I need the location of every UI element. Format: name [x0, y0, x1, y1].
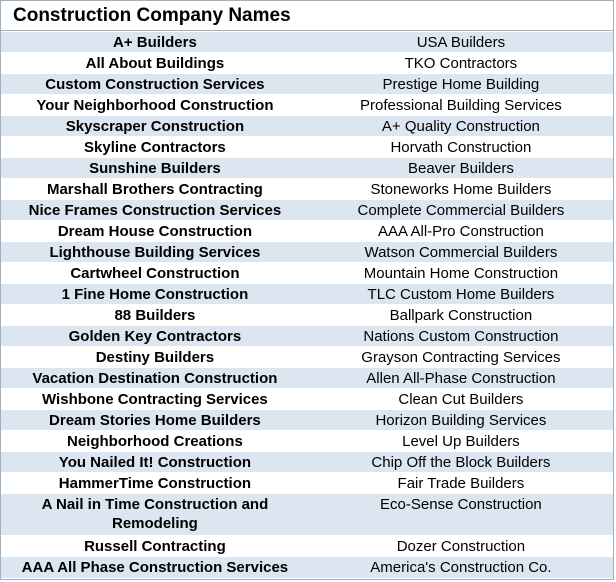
- company-name-cell[interactable]: Wishbone Contracting Services: [1, 389, 309, 410]
- company-name-cell[interactable]: Marshall Brothers Contracting: [1, 179, 309, 200]
- company-name-cell[interactable]: TLC Custom Home Builders: [309, 284, 613, 305]
- company-name-cell[interactable]: Fair Trade Builders: [309, 473, 613, 494]
- table-row: [1, 158, 613, 179]
- company-name-cell[interactable]: You Nailed It! Construction: [1, 452, 309, 473]
- company-name-cell[interactable]: All About Buildings: [1, 53, 309, 74]
- table-row: [1, 494, 613, 536]
- company-name-cell[interactable]: Watson Commercial Builders: [309, 242, 613, 263]
- company-name-cell[interactable]: Dozer Construction: [309, 536, 613, 557]
- company-name-cell[interactable]: Cartwheel Construction: [1, 263, 309, 284]
- company-name-cell[interactable]: Custom Construction Services: [1, 74, 309, 95]
- company-name-cell[interactable]: Neighborhood Creations: [1, 431, 309, 452]
- company-name-cell[interactable]: Dream Stories Home Builders: [1, 410, 309, 431]
- company-name-cell[interactable]: Chip Off the Block Builders: [309, 452, 613, 473]
- table-row: [1, 95, 613, 116]
- company-name-cell[interactable]: A+ Builders: [1, 32, 309, 53]
- company-name-cell[interactable]: Destiny Builders: [1, 347, 309, 368]
- table-row: [1, 431, 613, 452]
- table-row: [1, 263, 613, 284]
- table-title: Construction Company Names: [1, 1, 613, 31]
- company-name-cell[interactable]: Horizon Building Services: [309, 410, 613, 431]
- table-row: [1, 200, 613, 221]
- company-name-cell[interactable]: Russell Contracting: [1, 536, 309, 557]
- company-name-cell[interactable]: Allen All-Phase Construction: [309, 368, 613, 389]
- table-row: [1, 242, 613, 263]
- company-name-cell[interactable]: Nice Frames Construction Services: [1, 200, 309, 221]
- table-row: [1, 326, 613, 347]
- company-name-cell[interactable]: America's Construction Co.: [309, 557, 613, 578]
- table-row: [1, 179, 613, 200]
- company-name-cell[interactable]: Stoneworks Home Builders: [309, 179, 613, 200]
- company-name-cell[interactable]: Prestige Home Building: [309, 74, 613, 95]
- company-name-cell[interactable]: A Nail in Time Construction and Remodeling: [1, 494, 309, 536]
- company-name-cell[interactable]: Complete Commercial Builders: [309, 200, 613, 221]
- company-name-cell[interactable]: TKO Contractors: [309, 53, 613, 74]
- company-name-cell[interactable]: Your Neighborhood Construction: [1, 95, 309, 116]
- company-name-cell[interactable]: Skyscraper Construction: [1, 116, 309, 137]
- company-name-cell[interactable]: Nations Custom Construction: [309, 326, 613, 347]
- table-row: [1, 116, 613, 137]
- table-row: [1, 452, 613, 473]
- table-row: [1, 410, 613, 431]
- table-row: [1, 53, 613, 74]
- company-name-cell[interactable]: Dream House Construction: [1, 221, 309, 242]
- company-name-cell[interactable]: Lighthouse Building Services: [1, 242, 309, 263]
- company-name-cell[interactable]: HammerTime Construction: [1, 473, 309, 494]
- table-row: [1, 32, 613, 53]
- table-row: [1, 305, 613, 326]
- company-name-cell[interactable]: Grayson Contracting Services: [309, 347, 613, 368]
- company-name-cell[interactable]: Ballpark Construction: [309, 305, 613, 326]
- table-row: [1, 221, 613, 242]
- company-name-cell[interactable]: 88 Builders: [1, 305, 309, 326]
- table-row: [1, 536, 613, 557]
- table-row: [1, 389, 613, 410]
- table-row: [1, 347, 613, 368]
- company-name-cell[interactable]: Professional Building Services: [309, 95, 613, 116]
- table-row: [1, 473, 613, 494]
- company-name-cell[interactable]: USA Builders: [309, 32, 613, 53]
- company-name-cell[interactable]: A+ Quality Construction: [309, 116, 613, 137]
- table-row: [1, 368, 613, 389]
- company-name-cell[interactable]: Mountain Home Construction: [309, 263, 613, 284]
- company-name-cell[interactable]: Vacation Destination Construction: [1, 368, 309, 389]
- company-name-cell[interactable]: Level Up Builders: [309, 431, 613, 452]
- company-name-cell[interactable]: Sunshine Builders: [1, 158, 309, 179]
- company-name-cell[interactable]: Clean Cut Builders: [309, 389, 613, 410]
- table-row: [1, 74, 613, 95]
- company-name-cell[interactable]: Horvath Construction: [309, 137, 613, 158]
- company-name-cell[interactable]: Beaver Builders: [309, 158, 613, 179]
- table-row: [1, 284, 613, 305]
- table-row: [1, 557, 613, 578]
- company-name-cell[interactable]: Golden Key Contractors: [1, 326, 309, 347]
- company-name-cell[interactable]: 1 Fine Home Construction: [1, 284, 309, 305]
- company-name-cell[interactable]: AAA All-Pro Construction: [309, 221, 613, 242]
- company-name-cell[interactable]: Skyline Contractors: [1, 137, 309, 158]
- table-row: [1, 137, 613, 158]
- names-table: [1, 31, 613, 578]
- company-name-cell[interactable]: AAA All Phase Construction Services: [1, 557, 309, 578]
- company-name-cell[interactable]: Eco-Sense Construction: [309, 494, 613, 536]
